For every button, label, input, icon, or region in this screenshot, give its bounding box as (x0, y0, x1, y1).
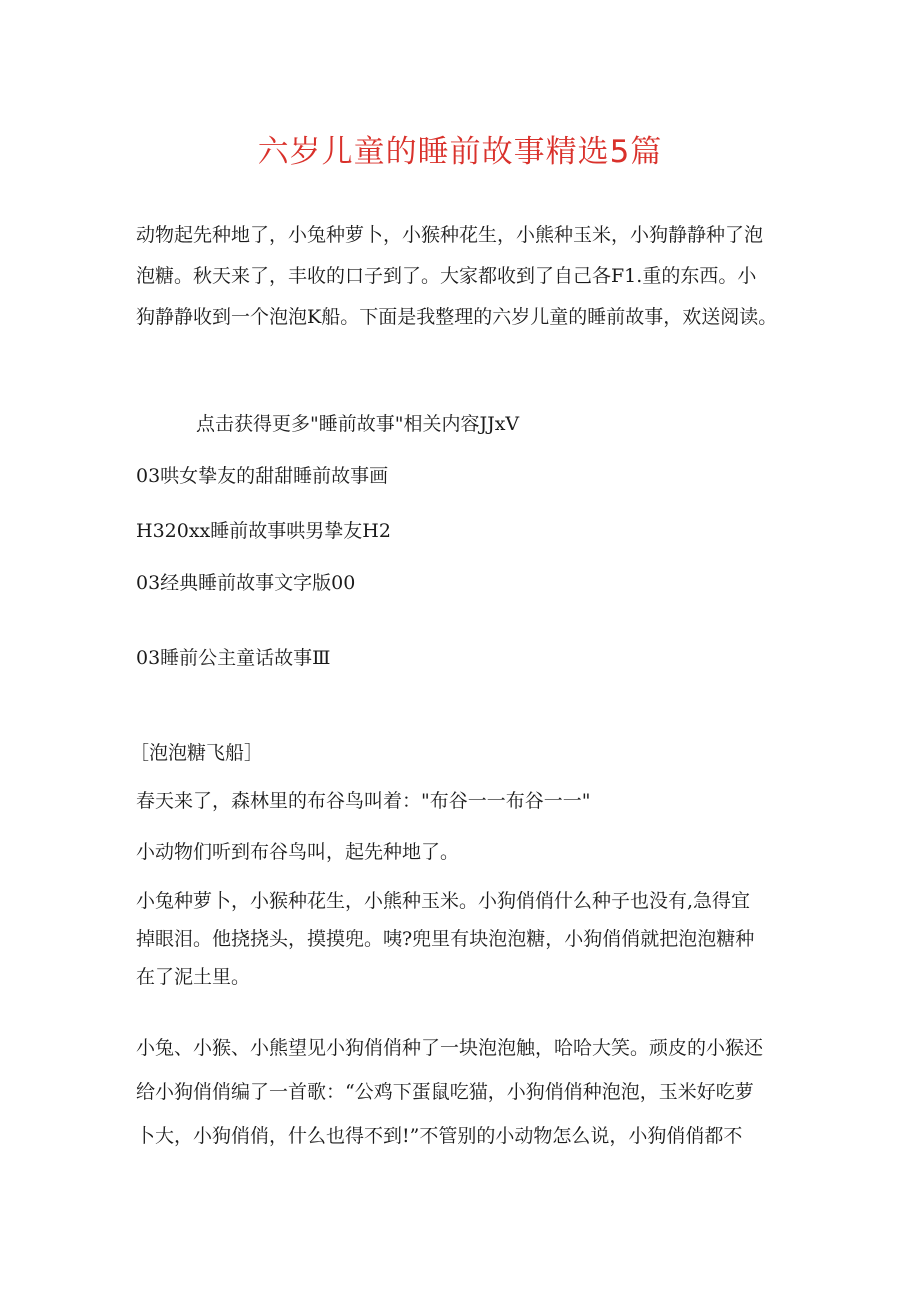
section-heading: ［泡泡糖飞船］ (130, 742, 264, 764)
story-line: 掉眼泪。他挠挠头，摸摸兜。咦?兜里有块泡泡糖，小狗俏俏就把泡泡糖种 (136, 928, 755, 950)
story-line: 春天来了，森林里的布谷鸟叫着："布谷一一布谷一一" (136, 790, 591, 812)
story-paragraph (136, 1026, 796, 1158)
story-line: 卜大，小狗俏俏，什么也得不到!”不管别的小动物怎么说，小狗俏俏都不 (136, 1125, 743, 1147)
intro-paragraph (136, 215, 796, 338)
story-line: 小动物们听到布谷鸟叫，起先种地了。 (136, 841, 460, 863)
related-link-1[interactable]: 03哄女挚友的甜甜睡前故事画 (136, 465, 389, 487)
related-link-4[interactable]: 03睡前公主童话故事Ⅲ (136, 647, 331, 669)
related-link-3[interactable]: 03经典睡前故事文字版00 (136, 572, 356, 594)
related-link-2[interactable]: H320xx睡前故事哄男挚友H2 (136, 520, 391, 542)
document-title: 六岁儿童的睡前故事精选5篇 (257, 134, 663, 170)
intro-line: 泡糖。秋天来了，丰收的口子到了。大家都收到了自己各F1.重的东西。小 (136, 265, 757, 287)
intro-line: 狗静静收到一个泡泡K船。下面是我整理的六岁儿童的睡前故事，欢送阅读。 (136, 306, 778, 328)
story-line: 在了泥土里。 (136, 966, 251, 988)
story-line: 小兔、小猴、小熊望见小狗俏俏种了一块泡泡触，哈哈大笑。顽皮的小猴还 (136, 1037, 764, 1059)
story-line: 给小狗俏俏编了一首歌：“公鸡下蛋鼠吃猫，小狗俏俏种泡泡，玉米好吃萝 (136, 1081, 754, 1103)
intro-line: 动物起先种地了，小兔种萝卜，小猴种花生，小熊种玉米，小狗静静种了泡 (136, 224, 764, 246)
story-paragraph (136, 784, 796, 819)
story-paragraph (136, 835, 796, 870)
story-paragraph (136, 882, 796, 996)
story-line: 小兔种萝卜，小猴种花生，小熊种玉米。小狗俏俏什么种子也没有,急得宜 (136, 890, 751, 912)
related-content-link[interactable]: 点击获得更多"睡前故事"相关内容JJxV (196, 413, 520, 435)
